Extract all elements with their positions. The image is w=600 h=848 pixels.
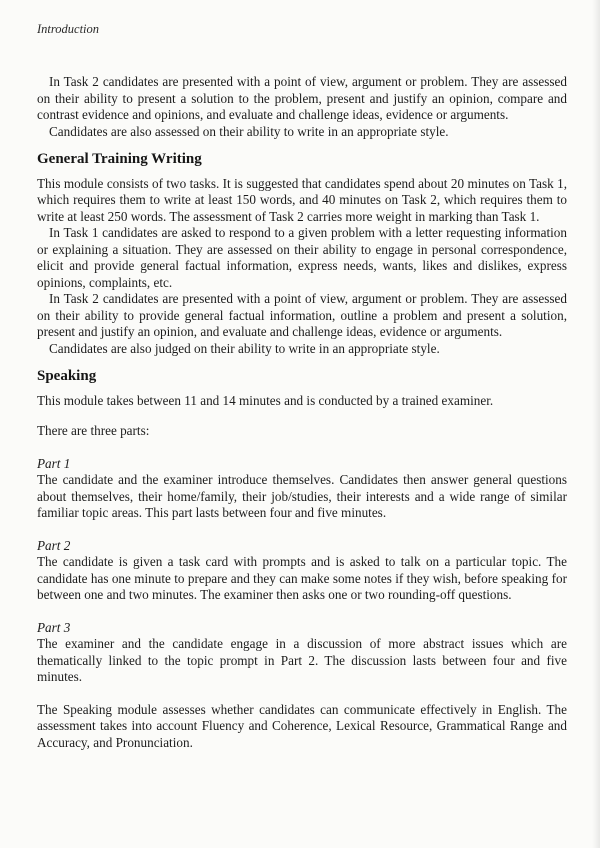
- part-label: Part 1: [37, 455, 71, 471]
- speaking-intro: This module takes between 11 and 14 minutes and is conducted by a trained examiner.: [37, 392, 494, 408]
- page-edge-shadow: [592, 0, 600, 848]
- speaking-part-1: [37, 456, 567, 522]
- part-label: Part 2: [37, 537, 71, 553]
- gt-overview-paragraph: This module consists of two tasks. It is suggested that candidates spend about 20 minutes on Task 1, which requires them to write at least 150 words, and 40 minutes on Task 2, which requires them to write at least 250 words. The assessment of Task 2 carries more weight in marking than Task 1.: [37, 175, 567, 224]
- gt-task1-paragraph: In Task 1 candidates are asked to respond to a given problem with a letter requesting information or explaining a situation. They are assessed on their ability to engage in personal correspondence, elicit and provide general factual information, express needs, wants, likes and dislikes, express opinions, complaints, etc.: [37, 225, 567, 290]
- style-paragraph: Candidates are also assessed on their ability to write in an appropriate style.: [49, 123, 449, 139]
- gt-task2-paragraph: In Task 2 candidates are presented with a point of view, argument or problem. They are assessed on their ability to provide general factual information, outline a problem and present a solution, present and justify an opinion, and evaluate and challenge ideas, evidence or arguments.: [37, 291, 567, 339]
- three-parts-line: There are three parts:: [37, 423, 150, 438]
- page-body: [37, 74, 567, 751]
- general-training-heading: General Training Writing: [37, 151, 202, 167]
- speaking-summary: The Speaking module assesses whether candidates can communicate effectively in English. The assessment takes into account Fluency and Coherence, Lexical Resource, Grammatical Range and Accuracy, and Pronunciation.: [37, 701, 567, 750]
- part-text: The examiner and the candidate engage in a discussion of more abstract issues which are thematically linked to the topic prompt in Part 2. The discussion lasts between four and five minutes.: [37, 636, 567, 684]
- part-label: Part 3: [37, 619, 71, 635]
- speaking-part-2: [37, 538, 567, 604]
- part-text: The candidate is given a task card with prompts and is asked to talk on a particular topic. The candidate has one minute to prepare and they can make some notes if they wish, before speaking for between one and two minutes. The examiner then asks one or two rounding-off questions.: [37, 554, 567, 602]
- task2-paragraph: In Task 2 candidates are presented with a point of view, argument or problem. They are assessed on their ability to present a solution to the problem, present and justify an opinion, compare and contrast evidence and opinions, and evaluate and challenge ideas, evidence or arguments.: [37, 74, 567, 122]
- speaking-part-3: [37, 620, 567, 686]
- gt-style-paragraph: Candidates are also judged on their ability to write in an appropriate style.: [49, 340, 440, 356]
- speaking-heading: Speaking: [37, 368, 97, 384]
- part-text: The candidate and the examiner introduce themselves. Candidates then answer general questions about themselves, their home/family, their job/studies, their interests and a wide range of similar familiar topic areas. This part lasts between four and five minutes.: [37, 472, 567, 520]
- running-head: Introduction: [37, 22, 100, 36]
